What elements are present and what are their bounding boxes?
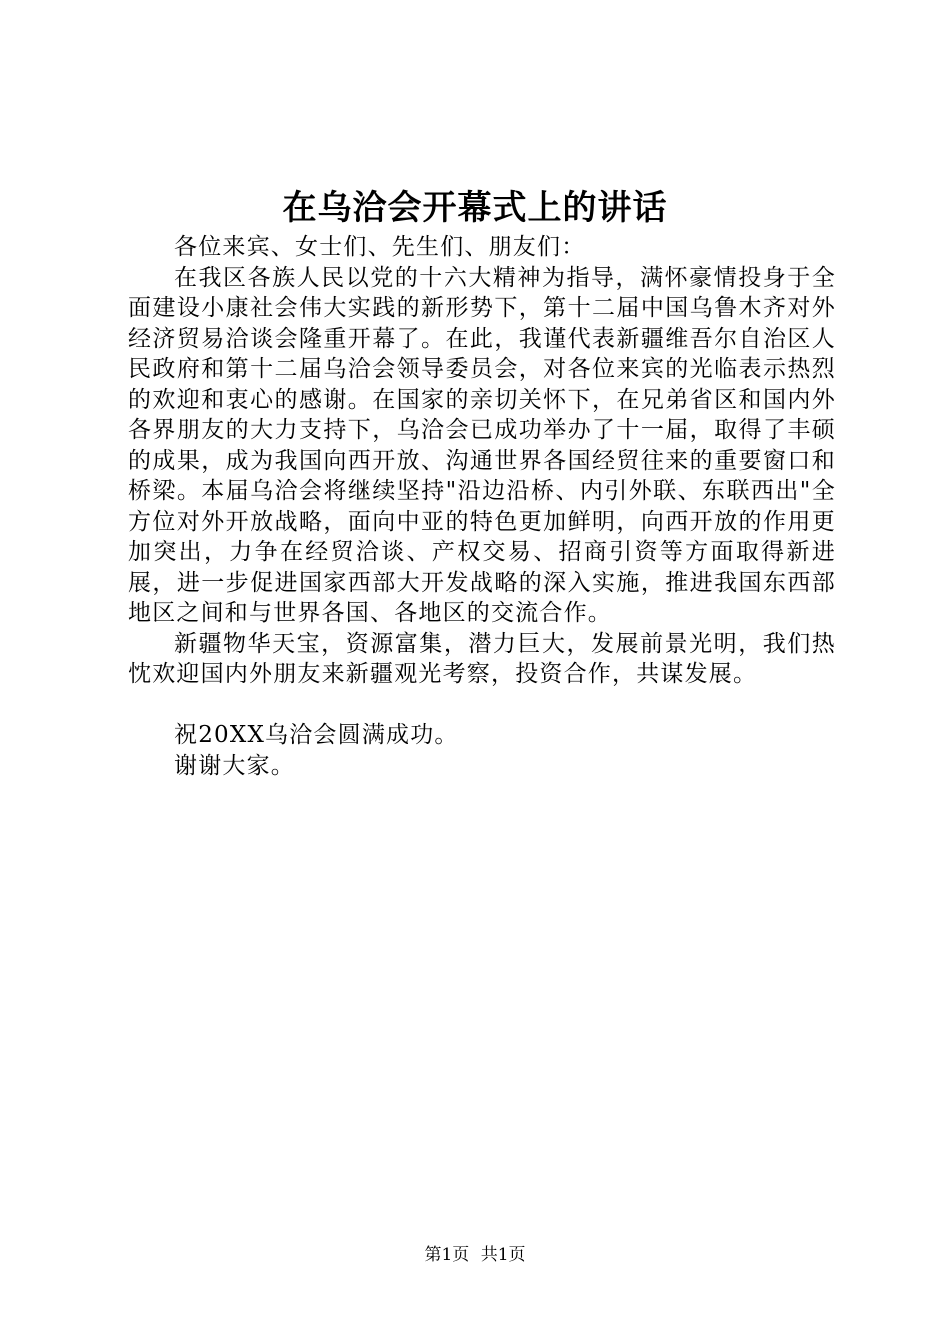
- page-number: 第1页: [424, 1245, 470, 1265]
- paragraph-2: 新疆物华天宝，资源富集，潜力巨大，发展前景光明，我们热忱欢迎国内外朋友来新疆观光考察，投资合作，共谋发展。: [128, 630, 836, 687]
- page-total: 共1页: [480, 1245, 526, 1265]
- salutation: 各位来宾、女士们、先生们、朋友们：: [174, 234, 586, 260]
- document-title: 在乌洽会开幕式上的讲话: [282, 188, 668, 228]
- document-body: [128, 232, 836, 781]
- closing-wish: 祝20XX乌洽会圆满成功。: [174, 722, 459, 748]
- paragraph-1: 在我区各族人民以党的十六大精神为指导，满怀豪情投身于全面建设小康社会伟大实践的新形势下，第十二届中国乌鲁木齐对外经济贸易洽谈会隆重开幕了。在此，我谨代表新疆维吾尔自治区人民政府和第十二届乌洽会领导委员会，对各位来宾的光临表示热烈的欢迎和衷心的感谢。在国家的亲切关怀下，在兄弟省区和国内外各界朋友的大力支持下，乌洽会已成功举办了十一届，取得了丰硕的成果，成为我国向西开放、沟通世界各国经贸往来的重要窗口和桥梁。本届乌洽会将继续坚持"沿边沿桥、内引外联、东联西出"全方位对外开放战略，面向中亚的特色更加鲜明，向西开放的作用更加突出，力争在经贸洽谈、产权交易、招商引资等方面取得新进展，进一步促进国家西部大开发战略的深入实施，推进我国东西部地区之间和与世界各国、各地区的交流合作。: [128, 264, 836, 626]
- page-footer: [0, 1242, 950, 1268]
- closing-thanks: 谢谢大家。: [174, 752, 295, 779]
